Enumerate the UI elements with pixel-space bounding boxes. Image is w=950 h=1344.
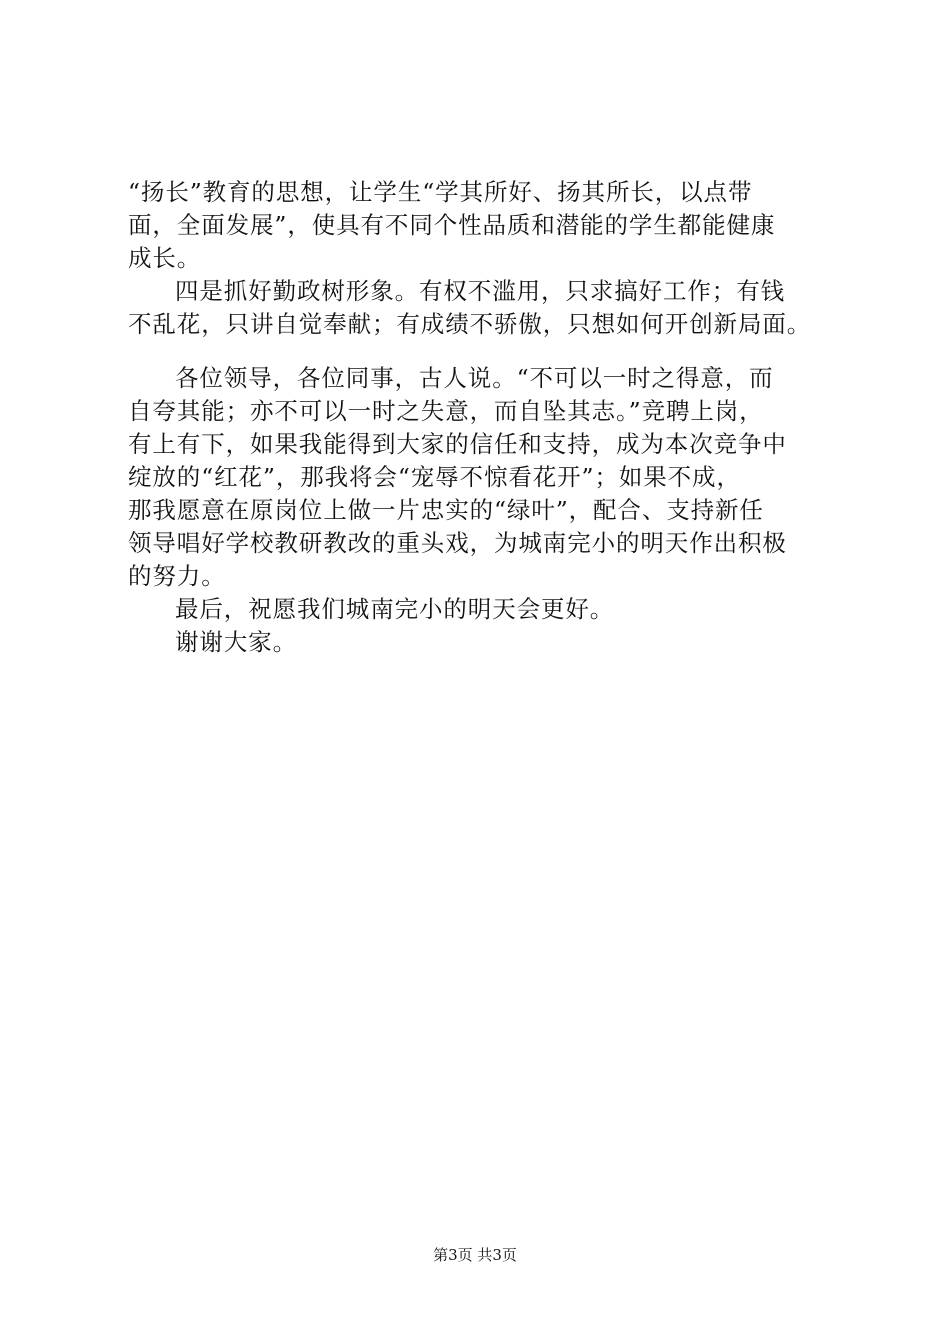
paragraph [128,362,848,593]
text-line: 不乱花，只讲自觉奉献；有成绩不骄傲，只想如何开创新局面。 [128,310,812,338]
paragraph-spacer [128,341,848,362]
text-line: 有上有下，如果我能得到大家的信任和支持，成为本次竞争中 [128,430,787,458]
text-line: 那我愿意在原岗位上做一片忠实的“绿叶”，配合、支持新任 [128,496,764,524]
text-line: 谢谢大家。 [175,628,297,656]
text-line: 面，全面发展”，使具有不同个性品质和潜能的学生都能健康 [128,211,776,239]
text-line: 绽放的“红花”，那我将会“宠辱不惊看花开”；如果不成， [128,463,741,491]
text-line: 最后，祝愿我们城南完小的明天会更好。 [175,595,615,623]
text-line: “扬长”教育的思想，让学生“学其所好、扬其所长，以点带 [128,178,753,206]
text-line: 领导唱好学校教研教改的重头戏，为城南完小的明天作出积极 [128,529,787,557]
paragraph [128,626,848,659]
text-line: 自夸其能；亦不可以一时之失意，而自坠其志。”竞聘上岗， [128,397,764,425]
text-line: 各位领导，各位同事，古人说。“不可以一时之得意，而 [175,364,774,392]
text-line: 的努力。 [128,562,226,590]
document-body [128,176,848,659]
paragraph [128,593,848,626]
text-line: 四是抓好勤政树形象。有权不滥用，只求搞好工作；有钱 [175,277,785,305]
page-number-footer: 第3页 共3页 [433,1246,517,1264]
paragraph [128,275,848,341]
text-line: 成长。 [128,244,202,272]
paragraph [128,176,848,275]
